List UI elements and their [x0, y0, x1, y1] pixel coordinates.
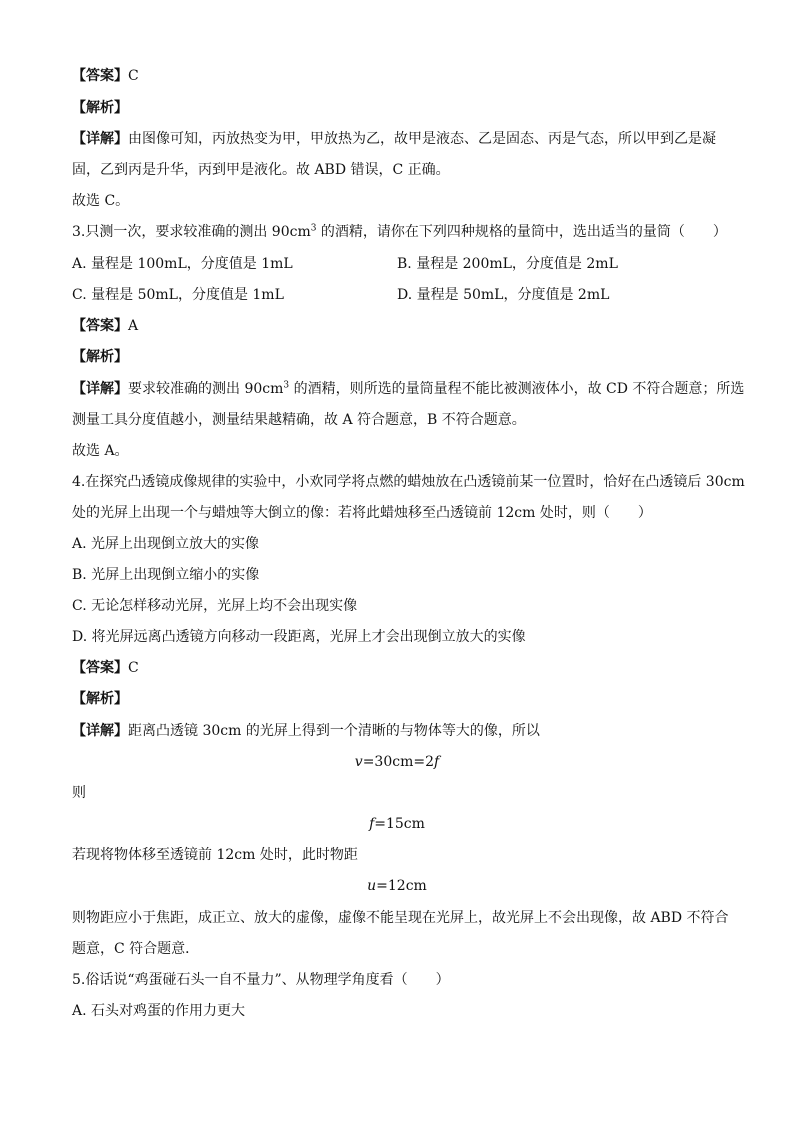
q4-option-b: B. 光屏上出现倒立缩小的实像 [72, 567, 260, 583]
detail-tag: 【详解】 [72, 381, 128, 397]
q3-option-a: A. 量程是 100mL，分度值是 1mL [72, 256, 293, 272]
q3-stem-post: 的酒精，请你在下列四种规格的量筒中，选出适当的量筒（ ） [316, 224, 727, 240]
detail-sup: 3 [283, 380, 290, 391]
detail-text: 由图像可知，丙放热变为甲，甲放热为乙，故甲是液态、乙是固态、丙是气态，所以甲到乙是凝 [128, 131, 716, 147]
detail-post: 的酒精，则所选的量筒量程不能比被测液体小，故 CD 不符合题意；所选 [289, 381, 745, 397]
q2-conclusion: 故选 C。 [72, 193, 130, 209]
answer-tag: 【答案】 [72, 660, 128, 676]
answer-tag: 【答案】 [72, 68, 128, 84]
q4-formula-2 [0, 814, 794, 834]
q4-analysis-tag: 【解析】 [72, 691, 128, 707]
formula-rest: =15cm [374, 816, 425, 832]
q3-stem-pre: 3.只测一次，要求较准确的测出 90cm [72, 224, 311, 240]
q5-stem: 5.俗话说“鸡蛋碰石头一自不量力”、从物理学角度看（ ） [72, 972, 450, 988]
q5-option-a: A. 石头对鸡蛋的作用力更大 [72, 1003, 246, 1019]
answer-value: C [128, 660, 139, 676]
q4-stem-line-1: 4.在探究凸透镜成像规律的实验中，小欢同学将点燃的蜡烛放在凸透镜前某一位置时，恰好在凸透镜后 30cm [72, 474, 745, 490]
q4-option-a: A. 光屏上出现倒立放大的实像 [72, 536, 260, 552]
formula-var-v: v [354, 754, 363, 770]
formula-var-f: f [369, 816, 375, 832]
q2-analysis-tag: 【解析】 [72, 100, 128, 116]
q4-stem-line-2: 处的光屏上出现一个与蜡烛等大倒立的像：若将此蜡烛移至凸透镜前 12cm 处时，则（ ） [72, 505, 652, 521]
q4-detail-line-3: 若现将物体移至透镜前 12cm 处时，此时物距 [72, 847, 358, 863]
answer-value: C [128, 68, 139, 84]
detail-text: 距离凸透镜 30cm 的光屏上得到一个清晰的与物体等大的像，所以 [128, 723, 540, 739]
q3-option-b: B. 量程是 200mL，分度值是 2mL [397, 256, 618, 272]
q4-then: 则 [72, 785, 86, 801]
formula-rest: =12cm [376, 878, 427, 894]
q4-option-d: D. 将光屏远离凸透镜方向移动一段距离，光屏上才会出现倒立放大的实像 [72, 629, 526, 645]
q3-answer-line [72, 316, 138, 336]
q4-formula-3 [0, 876, 794, 896]
q3-stem [72, 222, 727, 242]
detail-tag: 【详解】 [72, 131, 128, 147]
q3-option-d: D. 量程是 50mL，分度值是 2mL [397, 287, 610, 303]
q4-detail-line-1 [72, 721, 540, 741]
q3-option-c: C. 量程是 50mL，分度值是 1mL [72, 287, 284, 303]
q2-detail-line-2: 固，乙到丙是升华，丙到甲是液化。故 ABD 错误，C 正确。 [72, 162, 450, 178]
answer-tag: 【答案】 [72, 318, 128, 334]
formula-var-u: u [367, 878, 377, 894]
q4-detail-line-4: 则物距应小于焦距，成正立、放大的虚像，虚像不能呈现在光屏上，故光屏上不会出现像，故 ABD 不符合 [72, 910, 729, 926]
q2-detail-line-1 [72, 129, 716, 149]
formula-var-f: f [434, 754, 440, 770]
q4-formula-1 [0, 752, 794, 772]
answer-value: A [128, 318, 139, 334]
q3-detail-line-1 [72, 379, 744, 399]
q4-detail-line-5: 题意，C 符合题意． [72, 941, 200, 957]
detail-pre: 要求较准确的测出 90cm [128, 381, 284, 397]
q3-analysis-tag: 【解析】 [72, 349, 128, 365]
q3-detail-line-2: 测量工具分度值越小，测量结果越精确，故 A 符合题意，B 不符合题意。 [72, 412, 526, 428]
q3-stem-sup: 3 [310, 223, 317, 234]
detail-tag: 【详解】 [72, 723, 128, 739]
q2-answer-line [72, 66, 139, 86]
q4-option-c: C. 无论怎样移动光屏，光屏上均不会出现实像 [72, 598, 358, 614]
q4-answer-line [72, 658, 139, 678]
formula-rest: =30cm=2 [362, 754, 435, 770]
q3-conclusion: 故选 A。 [72, 443, 129, 459]
